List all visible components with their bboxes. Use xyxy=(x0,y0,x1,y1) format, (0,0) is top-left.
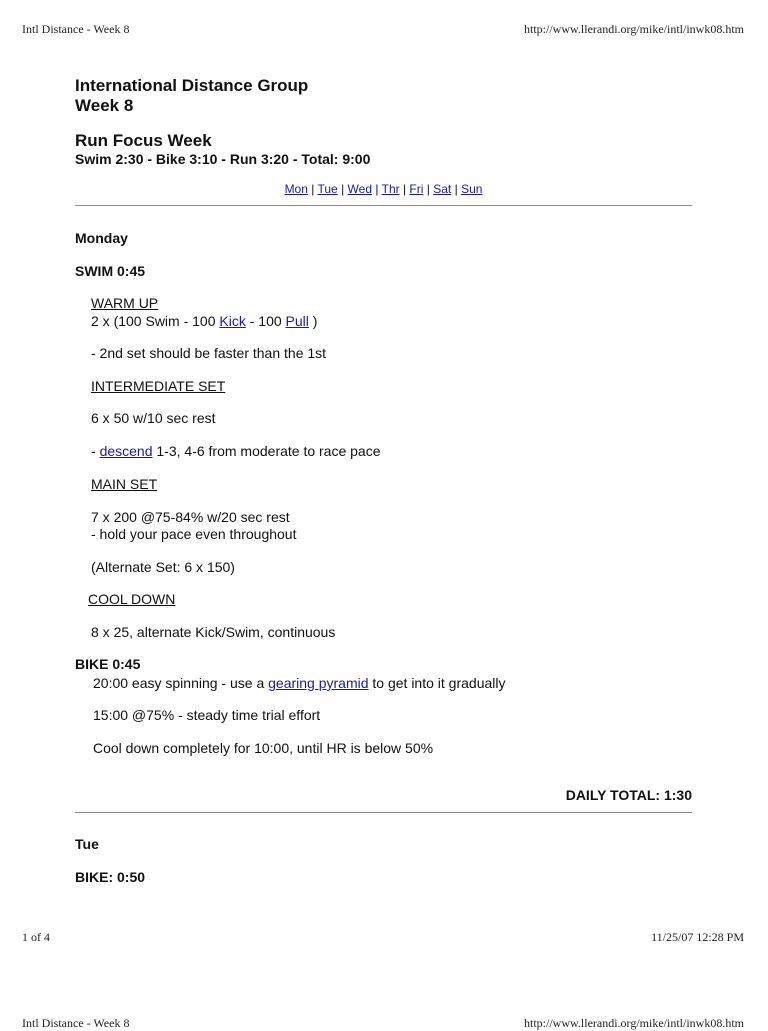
divider xyxy=(75,812,692,813)
bike-line-3: Cool down completely for 10:00, until HR is below 50% xyxy=(93,740,434,756)
print-footer-page: 1 of 4 xyxy=(22,930,50,944)
cool-down-text: 8 x 25, alternate Kick/Swim, continuous xyxy=(91,624,336,640)
warm-up-text: 2 x (100 Swim - 100 xyxy=(91,313,220,329)
descend-line xyxy=(91,443,381,459)
next-page-header-title: Intl Distance - Week 8 xyxy=(22,1016,130,1030)
warm-up-text: ) xyxy=(308,313,318,329)
day-nav xyxy=(75,182,692,196)
nav-link-wed[interactable]: Wed xyxy=(347,182,373,196)
nav-link-sun[interactable]: Sun xyxy=(461,182,483,196)
main-set-line-2: - hold your pace even throughout xyxy=(91,526,297,542)
print-footer-timestamp: 11/25/07 12:28 PM xyxy=(651,930,744,944)
focus-title: Run Focus Week xyxy=(75,131,212,150)
daily-total: DAILY TOTAL: 1:30 xyxy=(565,787,692,803)
day-heading-tuesday: Tue xyxy=(75,836,99,852)
print-header-url: http://www.llerandi.org/mike/intl/inwk08.htm xyxy=(524,22,744,36)
intermediate-set-label: INTERMEDIATE SET xyxy=(91,378,226,394)
bike-line-1 xyxy=(93,675,506,691)
nav-separator: | xyxy=(341,182,345,196)
nav-separator: | xyxy=(454,182,458,196)
descend-prefix: - xyxy=(91,443,100,459)
descend-link[interactable]: descend xyxy=(99,443,153,459)
nav-link-mon[interactable]: Mon xyxy=(284,182,308,196)
tuesday-bike-heading: BIKE: 0:50 xyxy=(75,869,146,885)
nav-link-thr[interactable]: Thr xyxy=(381,182,400,196)
pull-link[interactable]: Pull xyxy=(285,313,309,329)
bike-text: to get into it gradually xyxy=(368,675,506,691)
nav-separator: | xyxy=(375,182,379,196)
cool-down-label: COOL DOWN xyxy=(88,591,176,607)
warm-up-label: WARM UP xyxy=(91,295,159,311)
warm-up-text: - 100 xyxy=(245,313,286,329)
nav-link-sat[interactable]: Sat xyxy=(433,182,452,196)
week-summary: Swim 2:30 - Bike 3:10 - Run 3:20 - Total: 9:00 xyxy=(75,151,371,167)
descend-text: 1-3, 4-6 from moderate to race pace xyxy=(152,443,381,459)
next-page-header-url: http://www.llerandi.org/mike/intl/inwk08.htm xyxy=(524,1016,744,1030)
bike-line-2: 15:00 @75% - steady time trial effort xyxy=(93,707,321,723)
bike-heading: BIKE 0:45 xyxy=(75,656,141,672)
day-heading-monday: Monday xyxy=(75,230,128,246)
alternate-set: (Alternate Set: 6 x 150) xyxy=(91,559,235,575)
warm-up-note: - 2nd set should be faster than the 1st xyxy=(91,345,327,361)
nav-separator: | xyxy=(311,182,315,196)
main-set-label: MAIN SET xyxy=(91,476,158,492)
print-header-title: Intl Distance - Week 8 xyxy=(22,22,130,36)
nav-link-fri[interactable]: Fri xyxy=(409,182,424,196)
intermediate-set-text: 6 x 50 w/10 sec rest xyxy=(91,410,216,426)
kick-link[interactable]: Kick xyxy=(219,313,246,329)
gearing-pyramid-link[interactable]: gearing pyramid xyxy=(268,675,369,691)
warm-up-line xyxy=(91,313,317,329)
nav-separator: | xyxy=(426,182,430,196)
nav-separator: | xyxy=(402,182,407,196)
main-set-line-1: 7 x 200 @75-84% w/20 sec rest xyxy=(91,509,290,525)
group-title: International Distance Group xyxy=(75,76,309,95)
divider xyxy=(75,205,692,206)
week-title: Week 8 xyxy=(75,96,134,115)
nav-link-tue[interactable]: Tue xyxy=(317,182,338,196)
swim-heading: SWIM 0:45 xyxy=(75,263,146,279)
bike-text: 20:00 easy spinning - use a xyxy=(93,675,269,691)
